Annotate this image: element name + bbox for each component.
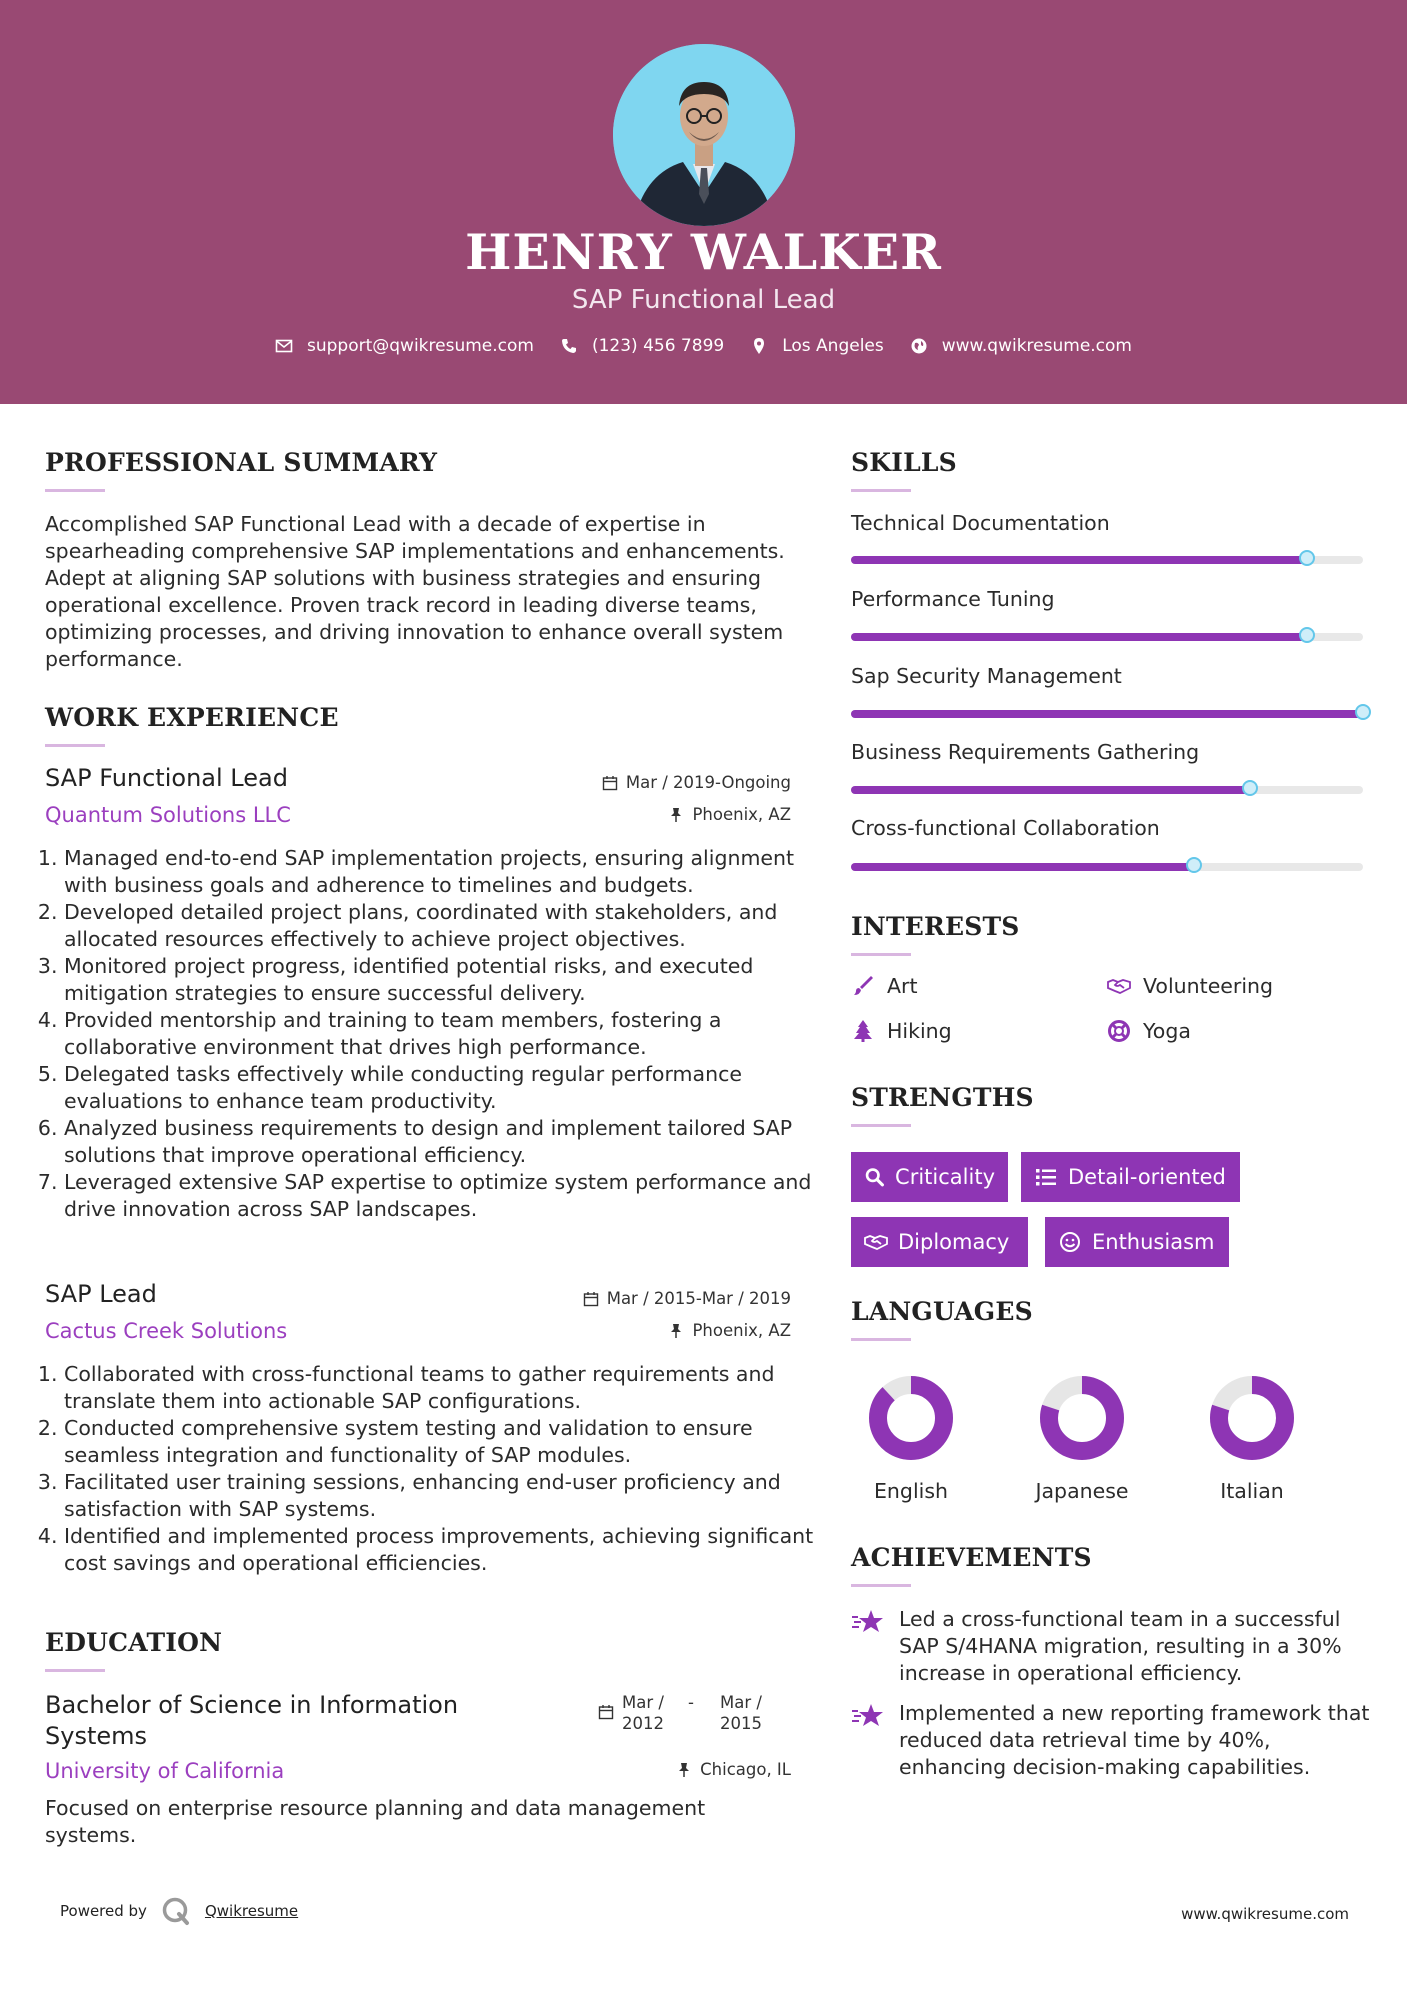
skill-bar — [851, 863, 1363, 871]
skill-label: Business Requirements Gathering — [851, 740, 1200, 764]
skill-label: Technical Documentation — [851, 511, 1110, 535]
skill-bar-fill — [851, 710, 1363, 718]
calendar-icon — [583, 1291, 599, 1307]
list-item: 3. Monitored project progress, identified potential risks, and executed mitigation strategies to ensure successful delivery. — [64, 953, 824, 1007]
summary-divider — [45, 489, 105, 492]
contact-email[interactable] — [275, 336, 534, 356]
strength-label: Criticality — [895, 1165, 995, 1189]
job-dates-text: Mar / 2015-Mar / 2019 — [606, 1289, 791, 1308]
achievement-item — [851, 1700, 1371, 1781]
skill-bar — [851, 556, 1363, 564]
strength-badge — [1021, 1152, 1240, 1202]
languages-heading: LANGUAGES — [851, 1297, 1033, 1326]
skill-bar-knob — [1299, 627, 1315, 643]
skill-bar-knob — [1355, 704, 1371, 720]
list-item: 7. Leveraged extensive SAP expertise to optimize system performance and drive innovation across SAP landscapes. — [64, 1169, 824, 1223]
map-pin-icon — [750, 337, 768, 355]
language-donut — [868, 1375, 954, 1461]
job-dates — [602, 773, 791, 792]
strength-label: Detail-oriented — [1068, 1165, 1226, 1189]
skills-heading: SKILLS — [851, 448, 957, 477]
strength-label: Enthusiasm — [1092, 1230, 1215, 1254]
list-item: 4. Provided mentorship and training to team members, fostering a collaborative environment that drives high performance. — [64, 1007, 824, 1061]
job-location — [668, 1321, 791, 1340]
interest-item — [851, 974, 918, 998]
job-dates — [583, 1289, 791, 1308]
contact-bar — [0, 336, 1407, 356]
list-item: 1. Managed end-to-end SAP implementation projects, ensuring alignment with business goals and adherence to timelines and budgets. — [64, 845, 824, 899]
contact-phone[interactable] — [560, 336, 724, 356]
school-name: University of California — [45, 1759, 285, 1783]
interest-label: Volunteering — [1143, 974, 1274, 998]
list-item: 2. Conducted comprehensive system testing and validation to ensure seamless integration and functionality of SAP modules. — [64, 1415, 824, 1469]
skill-bar-fill — [851, 633, 1307, 641]
pushpin-icon — [668, 807, 684, 823]
strength-label: Diplomacy — [898, 1230, 1010, 1254]
education-description: Focused on enterprise resource planning and data management systems. — [45, 1796, 706, 1847]
skill-bar-knob — [1299, 550, 1315, 566]
list-item: 1. Collaborated with cross-functional teams to gather requirements and translate them into actionable SAP configurations. — [64, 1361, 824, 1415]
job-title: SAP Lead — [45, 1280, 157, 1308]
phone-icon — [560, 337, 578, 355]
summary-heading: PROFESSIONAL SUMMARY — [45, 448, 438, 477]
pushpin-icon — [668, 1323, 684, 1339]
experience-divider — [45, 744, 105, 747]
skill-bar — [851, 710, 1363, 718]
education-divider — [45, 1669, 105, 1672]
strengths-heading: STRENGTHS — [851, 1083, 1034, 1112]
skills-divider — [851, 489, 911, 492]
languages-divider — [851, 1338, 911, 1341]
language-item — [1012, 1375, 1152, 1503]
paintbrush-icon — [851, 974, 875, 998]
job-dates-text: Mar / 2019-Ongoing — [625, 773, 791, 792]
skill-bar — [851, 786, 1363, 794]
job-duties-list — [45, 1361, 824, 1577]
strength-badge — [851, 1217, 1028, 1267]
language-label: Japanese — [1035, 1479, 1129, 1503]
skill-bar-knob — [1242, 780, 1258, 796]
handshake-icon — [1107, 974, 1131, 998]
education-location-text: Chicago, IL — [700, 1760, 791, 1779]
job-company: Cactus Creek Solutions — [45, 1319, 288, 1343]
tree-icon — [851, 1019, 875, 1043]
list-item: 5. Delegated tasks effectively while conducting regular performance evaluations to enhance team productivity. — [64, 1061, 824, 1115]
footer-website[interactable]: www.qwikresume.com — [1181, 1905, 1349, 1923]
interests-divider — [851, 953, 911, 956]
education-start: Mar / 2012 — [622, 1693, 664, 1733]
phone-text: (123) 456 7899 — [591, 336, 725, 356]
interest-item — [851, 1019, 952, 1043]
profile-photo — [613, 44, 795, 226]
language-donut-fill — [878, 1385, 944, 1451]
skill-label: Performance Tuning — [851, 587, 1055, 611]
language-donut — [1209, 1375, 1295, 1461]
skill-label: Sap Security Management — [851, 664, 1122, 688]
interest-item — [1107, 974, 1273, 998]
skill-bar — [851, 633, 1363, 641]
search-icon — [864, 1165, 885, 1189]
globe-icon — [910, 337, 928, 355]
job-location-text: Phoenix, AZ — [692, 1321, 791, 1340]
list-item: 4. Identified and implemented process improvements, achieving significant cost savings and operational efficiencies. — [64, 1523, 824, 1577]
calendar-icon — [602, 775, 618, 791]
achievement-text: Implemented a new reporting framework that reduced data retrieval time by 40%, enhancing decision-making capabilities. — [899, 1701, 1370, 1779]
contact-location — [750, 336, 884, 356]
smile-icon — [1058, 1230, 1082, 1254]
star-icon — [851, 1608, 885, 1636]
list-item: 3. Facilitated user training sessions, enhancing end-user proficiency and satisfaction with SAP systems. — [64, 1469, 824, 1523]
language-item — [1182, 1375, 1322, 1503]
language-item — [841, 1375, 981, 1503]
pushpin-icon — [676, 1762, 692, 1778]
job-title: SAP Functional Lead — [45, 764, 288, 792]
interest-label: Yoga — [1143, 1019, 1191, 1043]
qwikresume-logo-icon — [161, 1896, 191, 1926]
language-label: Italian — [1220, 1479, 1284, 1503]
skill-bar-fill — [851, 786, 1250, 794]
job-company: Quantum Solutions LLC — [45, 803, 291, 827]
website-text: www.qwikresume.com — [941, 336, 1132, 356]
job-location-text: Phoenix, AZ — [692, 805, 791, 824]
achievement-item — [851, 1606, 1371, 1687]
interest-label: Art — [887, 974, 918, 998]
candidate-role: SAP Functional Lead — [571, 285, 836, 315]
strength-badge — [851, 1152, 1008, 1202]
language-donut — [1039, 1375, 1125, 1461]
resume-header — [0, 0, 1407, 404]
skill-bar-fill — [851, 556, 1307, 564]
lifebuoy-icon — [1107, 1019, 1131, 1043]
job-location — [668, 805, 791, 824]
skill-label: Cross-functional Collaboration — [851, 816, 1160, 840]
job-duties-list — [45, 845, 824, 1223]
achievements-divider — [851, 1584, 911, 1587]
list-item: 2. Developed detailed project plans, coordinated with stakeholders, and allocated resources effectively to achieve project objectives. — [64, 899, 824, 953]
candidate-name: HENRY WALKER — [465, 223, 942, 281]
degree-title: Bachelor of Science in Information Systems — [45, 1691, 459, 1750]
experience-heading: WORK EXPERIENCE — [45, 703, 339, 732]
interest-label: Hiking — [887, 1019, 952, 1043]
list-icon — [1034, 1165, 1058, 1189]
skill-bar-knob — [1186, 857, 1202, 873]
language-label: English — [873, 1479, 949, 1503]
powered-by-label: Powered by — [60, 1902, 147, 1920]
strengths-divider — [851, 1124, 911, 1127]
email-text: support@qwikresume.com — [307, 336, 534, 356]
calendar-icon — [598, 1704, 614, 1720]
footer-powered-by — [60, 1896, 298, 1926]
strength-badge — [1045, 1217, 1229, 1267]
qwikresume-link[interactable]: Qwikresume — [204, 1902, 299, 1920]
summary-text: Accomplished SAP Functional Lead with a decade of expertise in spearheading comprehensive SAP implementations and enhancements. Adept at aligning SAP solutions with business strategies and ensuring operational excellence. Proven track record in leading diverse teams, optimizing processes, and driving innovation to enhance overall system performance. — [45, 512, 785, 671]
interest-item — [1107, 1019, 1191, 1043]
achievements-heading: ACHIEVEMENTS — [851, 1543, 1092, 1572]
education-dates — [598, 1692, 772, 1734]
achievement-text: Led a cross-functional team in a successful SAP S/4HANA migration, resulting in a 30% increase in operational efficiency. — [899, 1607, 1342, 1685]
star-icon — [851, 1702, 885, 1730]
handshake-icon — [864, 1230, 888, 1254]
location-text: Los Angeles — [782, 336, 884, 356]
date-separator: - — [688, 1693, 694, 1712]
skill-bar-fill — [851, 863, 1194, 871]
education-end: Mar / 2015 — [720, 1693, 762, 1733]
interests-heading: INTERESTS — [851, 912, 1020, 941]
contact-website[interactable] — [910, 336, 1132, 356]
education-location — [676, 1760, 791, 1779]
list-item: 6. Analyzed business requirements to design and implement tailored SAP solutions that improve operational efficiency. — [64, 1115, 824, 1169]
education-heading: EDUCATION — [45, 1628, 223, 1657]
envelope-icon — [275, 337, 293, 355]
